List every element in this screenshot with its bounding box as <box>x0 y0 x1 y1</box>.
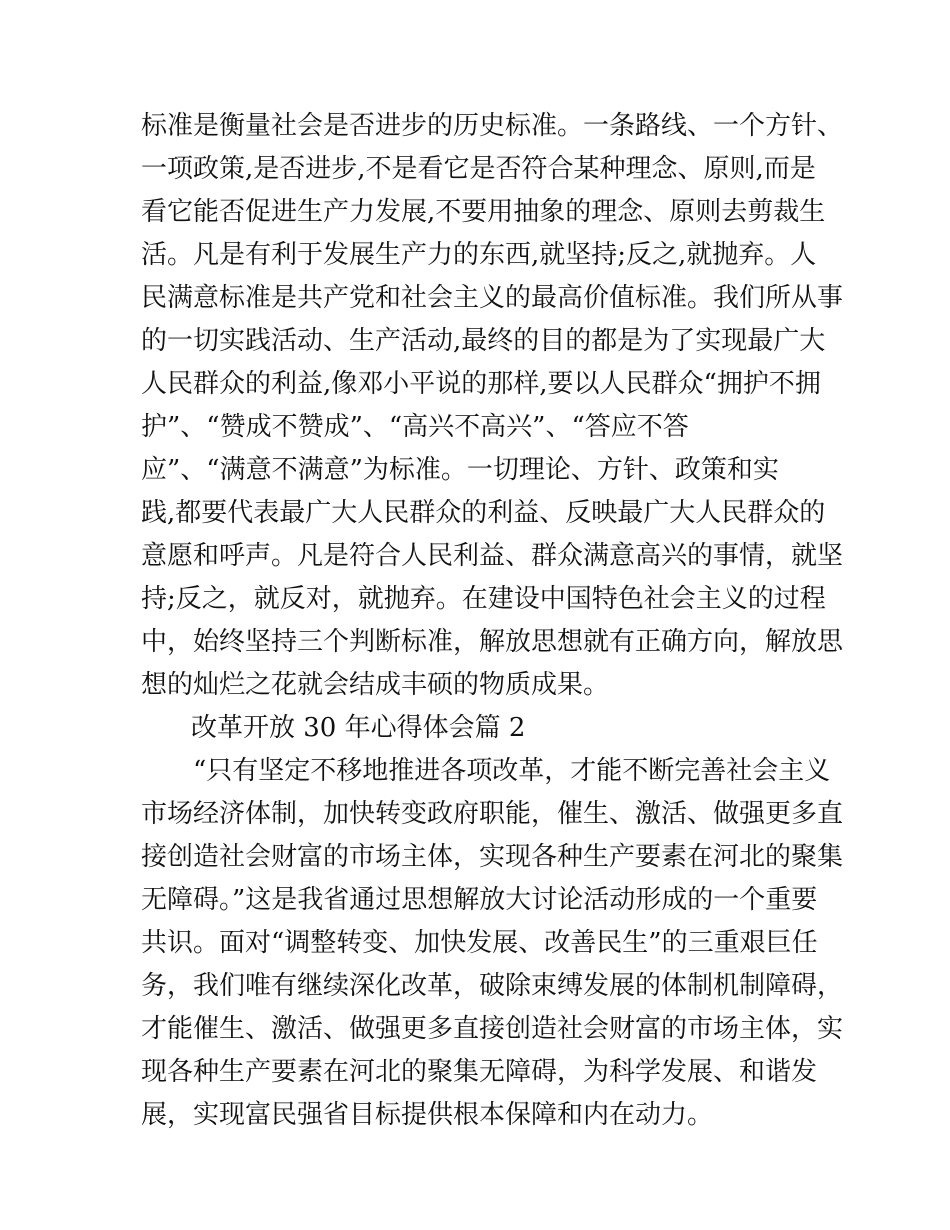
section-heading: 改革开放 30 年心得体会篇 2 <box>191 713 526 743</box>
text-line: 持;反之，就反对，就抛弃。在建设中国特色社会主义的过程 <box>141 584 826 614</box>
text-line: 标准是衡量社会是否进步的历史标准。一条路线、一个方针、 <box>141 111 844 141</box>
text-line: 想的灿烂之花就会结成丰硕的物质成果。 <box>141 670 610 700</box>
text-line: 中，始终坚持三个判断标准，解放思想就有正确方向，解放思 <box>141 627 844 657</box>
text-line: 无障碍。”这是我省通过思想解放大讨论活动形成的一个重要 <box>141 885 818 915</box>
text-line: 才能催生、激活、做强更多直接创造社会财富的市场主体，实 <box>141 1014 844 1044</box>
text-line: 活。凡是有利于发展生产力的东西,就坚持;反之,就抛弃。人 <box>141 240 817 270</box>
text-line: 市场经济体制，加快转变政府职能，催生、激活、做强更多直 <box>141 799 844 829</box>
text-line: 务，我们唯有继续深化改革，破除束缚发展的体制机制障碍， <box>141 971 844 1001</box>
text-line: 现各种生产要素在河北的聚集无障碍，为科学发展、和谐发 <box>141 1057 818 1087</box>
text-line: 展，实现富民强省目标提供根本保障和内在动力。 <box>141 1100 714 1130</box>
text-line: 人民群众的利益,像邓小平说的那样,要以人民群众“拥护不拥 <box>141 369 821 399</box>
text-line: 护”、“赞成不赞成”、“高兴不高兴”、“答应不答 <box>141 412 689 442</box>
text-line: 践,都要代表最广大人民群众的利益、反映最广大人民群众的 <box>141 498 826 528</box>
text-line: 应”、“满意不满意”为标准。一切理论、方针、政策和实 <box>141 455 779 485</box>
text-line: 民满意标准是共产党和社会主义的最高价值标准。我们所从事 <box>141 283 844 313</box>
text-line: 的一切实践活动、生产活动,最终的目的都是为了实现最广大 <box>141 326 826 356</box>
text-line: 看它能否促进生产力发展,不要用抽象的理念、原则去剪裁生 <box>141 197 826 227</box>
text-line: 共识。面对“调整转变、加快发展、改善民生”的三重艰巨任 <box>141 928 818 958</box>
text-line: 接创造社会财富的市场主体，实现各种生产要素在河北的聚集 <box>141 842 844 872</box>
text-line: 一项政策,是否进步,不是看它是否符合某种理念、原则,而是 <box>141 154 816 184</box>
text-line: “只有坚定不移地推进各项改革，才能不断完善社会主义 <box>193 756 831 786</box>
text-line: 意愿和呼声。凡是符合人民利益、群众满意高兴的事情，就坚 <box>141 541 844 571</box>
